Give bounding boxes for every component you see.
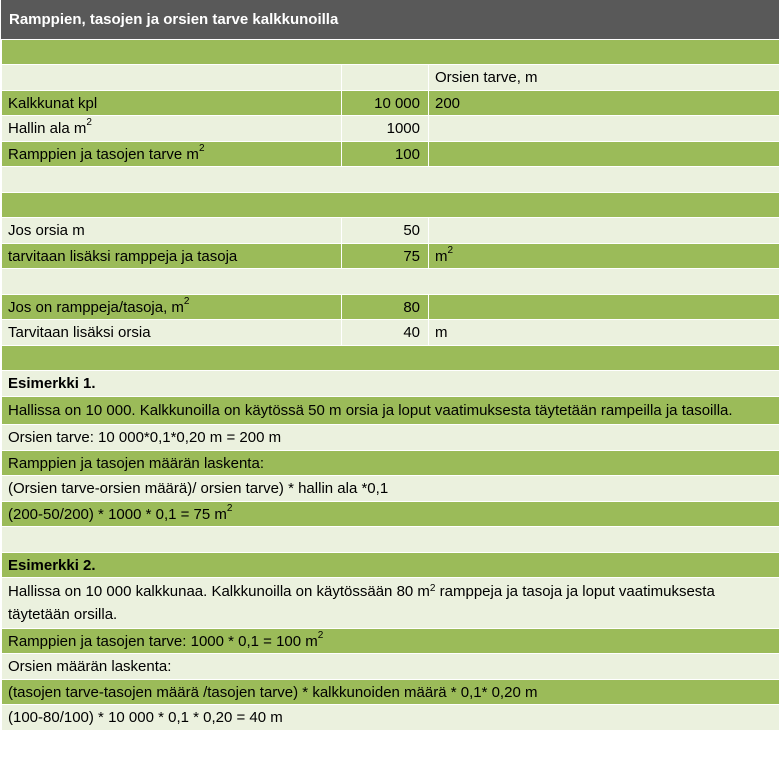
table-row: [2, 680, 780, 705]
empty-cell: [429, 295, 780, 320]
example-text: Hallissa on 10 000 kalkkunaa. Kalkkunoilla on käytössään 80 $m^2$ ramppeja ja tasoja ja loput vaatimuksesta täytetään orsilla.: [2, 578, 780, 629]
empty-cell: [429, 218, 780, 244]
table-row: [2, 320, 780, 346]
table-row: [2, 142, 780, 167]
empty-cell: [429, 142, 780, 167]
table-row: [2, 654, 780, 680]
example-line: Orsien määrän laskenta:: [2, 654, 780, 680]
table-row: [2, 91, 780, 116]
empty-cell: [2, 269, 780, 295]
example-text: Hallissa on 10 000. Kalkkunoilla on käytössä 50 m orsia ja loput vaatimuksesta täytetään rampeilla ja tasoilla.: [2, 397, 780, 425]
extra-cell: 200: [429, 91, 780, 116]
requirements-table: [1, 39, 780, 731]
label-cell: Hallin ala $m^2$: [2, 116, 342, 142]
example-line: (Orsien tarve-orsien määrä)/ orsien tarve) * hallin ala *0,1: [2, 476, 780, 502]
table-row: [2, 193, 780, 218]
example-line: Orsien tarve: 10 000*0,1*0,20 m = 200 m: [2, 425, 780, 451]
table-row: [2, 40, 780, 65]
label-cell: Jos on ramppeja/tasoja, $m^2$: [2, 295, 342, 320]
empty-cell: [2, 527, 780, 553]
table-row: [2, 397, 780, 425]
value-cell: 10 000: [342, 91, 429, 116]
table-row: [2, 346, 780, 371]
table-row: [2, 295, 780, 320]
value-cell: 1000: [342, 116, 429, 142]
table-row: [2, 218, 780, 244]
table-row: [2, 553, 780, 578]
turkey-requirements-sheet: [1, 0, 779, 731]
empty-cell: [2, 346, 780, 371]
example-line: (tasojen tarve-tasojen määrä /tasojen tarve) * kalkkunoiden määrä * 0,1* 0,20 m: [2, 680, 780, 705]
table-row: [2, 476, 780, 502]
table-row: [2, 629, 780, 654]
value-cell: 75: [342, 244, 429, 269]
table-row: [2, 705, 780, 731]
example-line: (100-80/100) * 10 000 * 0,1 * 0,20 = 40 m: [2, 705, 780, 731]
label-cell: Ramppien ja tasojen tarve $m^2$: [2, 142, 342, 167]
table-row: [2, 578, 780, 629]
table-row: [2, 502, 780, 527]
example-line: Ramppien ja tasojen määrän laskenta:: [2, 451, 780, 476]
label-cell: Kalkkunat kpl: [2, 91, 342, 116]
value-cell: 80: [342, 295, 429, 320]
label-cell: tarvitaan lisäksi ramppeja ja tasoja: [2, 244, 342, 269]
value-cell: 40: [342, 320, 429, 346]
table-row: [2, 269, 780, 295]
example-heading: Esimerkki 2.: [2, 553, 780, 578]
table-row: [2, 65, 780, 91]
table-row: [2, 116, 780, 142]
example-heading: Esimerkki 1.: [2, 371, 780, 397]
label-cell: Tarvitaan lisäksi orsia: [2, 320, 342, 346]
empty-cell: [2, 167, 780, 193]
value-cell: 50: [342, 218, 429, 244]
example-line: (200-50/200) * 1000 * 0,1 = 75 $m^2$: [2, 502, 780, 527]
label-cell: Jos orsia m: [2, 218, 342, 244]
empty-cell: [2, 193, 780, 218]
value-cell: 100: [342, 142, 429, 167]
table-row: [2, 371, 780, 397]
unit-cell: m: [429, 320, 780, 346]
table-row: [2, 451, 780, 476]
header-cell: Orsien tarve, m: [429, 65, 780, 91]
table-row: [2, 167, 780, 193]
table-row: [2, 244, 780, 269]
table-row: [2, 425, 780, 451]
unit-cell: $m^2$: [429, 244, 780, 269]
empty-cell: [342, 65, 429, 91]
empty-cell: [2, 40, 780, 65]
empty-cell: [429, 116, 780, 142]
sheet-title: Ramppien, tasojen ja orsien tarve kalkkunoilla: [1, 0, 779, 39]
table-row: [2, 527, 780, 553]
example-line: Ramppien ja tasojen tarve: 1000 * 0,1 = 100 $m^2$: [2, 629, 780, 654]
empty-cell: [2, 65, 342, 91]
